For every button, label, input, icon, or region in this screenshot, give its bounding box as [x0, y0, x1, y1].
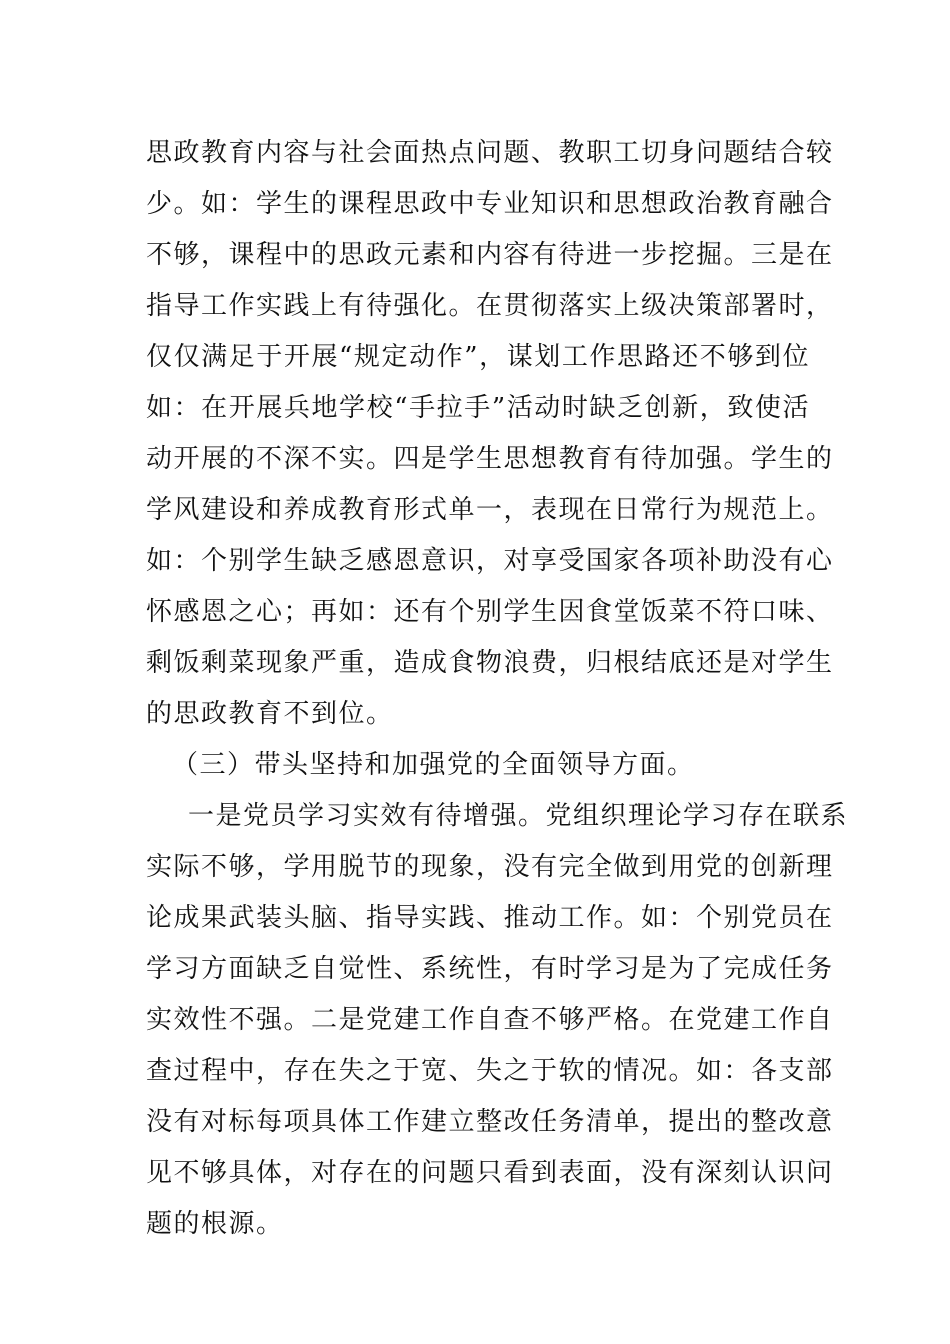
- text-line: 题的根源。: [146, 1209, 284, 1239]
- document-body: [146, 128, 849, 1250]
- text-line: 指导工作实践上有待强化。在贯彻落实上级决策部署时，: [146, 291, 834, 321]
- text-line: 动开展的不深不实。四是学生思想教育有待加强。学生的: [146, 444, 834, 474]
- text-line: 实际不够，学用脱节的现象，没有完全做到用党的创新理: [146, 852, 834, 882]
- text-line: 如：个别学生缺乏感恩意识，对享受国家各项补助没有心: [146, 546, 834, 576]
- text-line: 仅仅满足于开展“规定动作”，谋划工作思路还不够到位: [146, 342, 810, 372]
- paragraph-party-leadership: [146, 791, 849, 1250]
- text-line: 不够，课程中的思政元素和内容有待进一步挖掘。三是在: [146, 240, 834, 270]
- text-line: 思政教育内容与社会面热点问题、教职工切身问题结合较: [146, 138, 834, 168]
- text-line: 怀感恩之心；再如：还有个别学生因食堂饭菜不符口味、: [146, 597, 834, 627]
- text-line: 没有对标每项具体工作建立整改任务清单，提出的整改意: [146, 1107, 834, 1137]
- text-line: 一是党员学习实效有待增强。党组织理论学习存在联系: [188, 801, 849, 831]
- text-line: 的思政教育不到位。: [146, 699, 394, 729]
- text-line: 剩饭剩菜现象严重，造成食物浪费，归根结底还是对学生: [146, 648, 834, 678]
- section-heading: （三）带头坚持和加强党的全面领导方面。: [172, 750, 695, 780]
- text-line: 查过程中，存在失之于宽、失之于软的情况。如：各支部: [146, 1056, 834, 1086]
- text-line: 学风建设和养成教育形式单一，表现在日常行为规范上。: [146, 495, 834, 525]
- text-line: 学习方面缺乏自觉性、系统性，有时学习是为了完成任务: [146, 954, 834, 984]
- text-line: 实效性不强。二是党建工作自查不够严格。在党建工作自: [146, 1005, 834, 1035]
- text-line: 少。如：学生的课程思政中专业知识和思想政治教育融合: [146, 189, 834, 219]
- text-line: 如：在开展兵地学校“手拉手”活动时缺乏创新，致使活: [146, 393, 810, 423]
- paragraph-continued: [146, 128, 834, 740]
- text-line: 见不够具体，对存在的问题只看到表面，没有深刻认识问: [146, 1158, 834, 1188]
- text-line: 论成果武装头脑、指导实践、推动工作。如：个别党员在: [146, 903, 834, 933]
